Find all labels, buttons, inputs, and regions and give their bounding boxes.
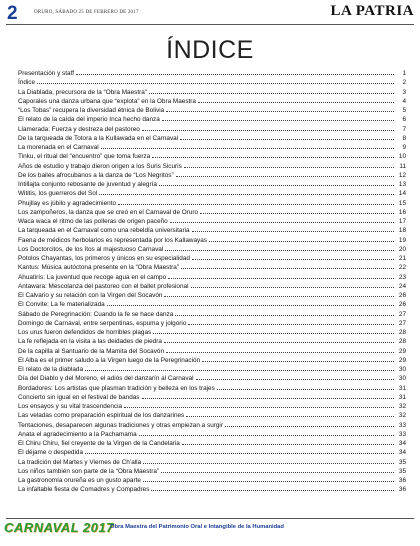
toc-entry xyxy=(18,179,406,188)
toc-entry-title: La infaltable fiesta de Comadres y Compadres xyxy=(18,486,150,494)
dot-leader xyxy=(165,244,394,251)
dot-leader xyxy=(188,318,394,325)
dot-leader xyxy=(143,457,394,464)
dot-leader xyxy=(196,373,395,380)
toc-entry-title: El relato de la caída del imperio Inca hecho danza xyxy=(18,116,160,124)
dot-leader xyxy=(170,216,394,223)
toc-entry-page: 27 xyxy=(398,319,406,327)
toc-entry xyxy=(18,253,406,262)
toc-entry xyxy=(18,207,406,216)
toc-entry-title: Los ensayos y su vital trascendencia xyxy=(18,403,123,410)
toc-entry-page: 6 xyxy=(402,116,406,124)
toc-entry-title: Años de estudio y trabajo dieron origen a los Suris Sicuris xyxy=(18,162,182,170)
dot-leader xyxy=(142,124,394,131)
dot-leader xyxy=(202,355,394,362)
toc-entry-page: 2 xyxy=(402,79,406,87)
toc-entry-page: 14 xyxy=(398,190,406,198)
toc-entry-page: 17 xyxy=(398,218,406,225)
dot-leader xyxy=(182,438,394,445)
toc-entry xyxy=(18,262,406,271)
toc-entry xyxy=(18,105,406,114)
newspaper-masthead: LA PATRIA xyxy=(330,3,414,19)
toc-entry xyxy=(18,225,406,234)
toc-entry-title: La morenada en el Carnaval xyxy=(18,144,99,151)
toc-entry-title: Índice xyxy=(18,79,36,87)
toc-entry-page: 19 xyxy=(398,236,406,244)
toc-entry-title: Wititis, los guerreros del Sol xyxy=(18,190,98,198)
toc-entry-title: El Alba es el primer saludo a la Virgen luego de la Peregrinación xyxy=(18,356,201,364)
toc-entry-page: 30 xyxy=(398,366,406,373)
dot-leader xyxy=(200,207,394,214)
toc-entry-title: El Calvario y su relación con la Virgen del Socavón xyxy=(18,292,163,299)
toc-entry xyxy=(18,466,406,475)
toc-entry-title: Intillajta conjunto rebosante de juventud y alegría xyxy=(18,181,157,188)
toc-entry xyxy=(18,346,406,355)
dot-leader xyxy=(198,96,394,103)
toc-entry-page: 4 xyxy=(402,97,406,105)
toc-entry-page: 30 xyxy=(398,375,406,383)
toc-entry-page: 29 xyxy=(398,347,406,355)
dot-leader xyxy=(164,336,394,343)
toc-entry-page: 28 xyxy=(398,329,406,336)
toc-entry-page: 3 xyxy=(402,88,406,96)
toc-entry-title: Los zampoñeros, la danza que se creó en el Carnaval de Oruro xyxy=(18,208,199,216)
toc-entry-title: El Convite: La fe materializada xyxy=(18,301,105,309)
toc-entry-title: Faena de médicos herbolarios es representada por los Kallawayas xyxy=(18,236,207,244)
toc-entry-title: Concierto sin igual en el festival de bandas xyxy=(18,393,140,401)
toc-entry-title: De los bailes afrocubanos a la danza de “Los Negritos” xyxy=(18,171,174,179)
toc-entry-page: 33 xyxy=(398,421,406,429)
toc-entry-page: 34 xyxy=(398,449,406,457)
toc-entry xyxy=(18,281,406,290)
dot-leader xyxy=(159,179,394,186)
toc-entry-page: 26 xyxy=(398,292,406,299)
toc-entry xyxy=(18,484,406,493)
dot-leader xyxy=(161,466,394,473)
toc-entry-page: 33 xyxy=(398,430,406,438)
dot-leader xyxy=(101,142,394,149)
toc-entry-page: 36 xyxy=(398,477,406,484)
toc-entry xyxy=(18,318,406,327)
toc-entry-page: 8 xyxy=(402,134,406,142)
toc-entry xyxy=(18,290,406,299)
toc-entry-title: Ahuatirís: La juventud que recoge agua en el campo xyxy=(18,273,167,281)
toc-entry-title: Llamerada: Fuerza y destreza del pastoreo xyxy=(18,125,140,133)
toc-entry-title: La fe reflejada en la visita a las deidades de piedra xyxy=(18,338,162,346)
toc-entry-title: Los urus fueron defendidos de horribles plagas xyxy=(18,329,152,336)
page-number: 2 xyxy=(7,3,18,24)
toc-entry-page: 29 xyxy=(398,356,406,364)
toc-entry xyxy=(18,429,406,438)
header-divider xyxy=(6,24,414,25)
dot-leader xyxy=(191,281,394,288)
toc-entry xyxy=(18,170,406,179)
dot-leader xyxy=(85,447,394,454)
dot-leader xyxy=(153,327,394,334)
toc-entry-page: 31 xyxy=(398,384,406,392)
dot-leader xyxy=(118,198,394,205)
toc-entry-page: 23 xyxy=(398,273,406,281)
toc-entry-page: 22 xyxy=(398,264,406,272)
dot-leader xyxy=(107,299,394,306)
toc-entry xyxy=(18,244,406,253)
toc-entry-title: El déjame o despedida xyxy=(18,449,84,457)
toc-entry-title: Bordadores: Los artistas que plasman tradición y belleza en los trajes xyxy=(18,384,215,392)
dot-leader xyxy=(142,392,395,399)
toc-entry-title: Tinku, el ritual del “encuentro” que toma fuerza xyxy=(18,153,151,161)
dot-leader xyxy=(166,105,394,112)
toc-entry-title: Día del Diablo y del Moreno, el adiós del danzarín al Carnaval xyxy=(18,375,194,383)
toc-entry-title: Anata el agradecimiento a la Pachamama xyxy=(18,430,137,438)
toc-entry xyxy=(18,336,406,345)
dot-leader xyxy=(168,272,394,279)
dot-leader xyxy=(139,429,394,436)
toc-entry-page: 27 xyxy=(398,310,406,318)
toc-entry-title: Presentación y staff xyxy=(18,70,75,77)
dot-leader xyxy=(209,235,394,242)
toc-entry-title: Antawara: Mescolanza del pastoreo con el ballet profesional xyxy=(18,282,189,290)
toc-entry xyxy=(18,124,406,133)
toc-entry-title: Phujllay es júbilo y agradecimiento xyxy=(18,199,117,207)
toc-entry-title: De la tarqueada de Totora a la Kullawada en el Carnaval xyxy=(18,134,179,142)
dot-leader xyxy=(181,262,394,269)
toc-entry-page: 18 xyxy=(398,227,406,235)
toc-entry-page: 24 xyxy=(398,282,406,290)
dot-leader xyxy=(225,420,394,427)
toc-entry-page: 36 xyxy=(398,486,406,494)
toc-entry-title: El relato de la diablada xyxy=(18,366,84,373)
toc-entry-page: 5 xyxy=(402,107,406,114)
toc-entry-title: La gastronomía orureña es un gusto aparte xyxy=(18,477,141,484)
toc-entry-title: La Diablada, precursora de la “Obra Maestra” xyxy=(18,88,147,96)
toc-entry-page: 11 xyxy=(399,162,406,170)
page-title: ÍNDICE xyxy=(166,36,254,64)
dot-leader xyxy=(151,484,394,491)
toc-entry xyxy=(18,272,406,281)
toc-entry xyxy=(18,142,406,151)
toc-entry-page: 28 xyxy=(398,338,406,346)
toc-entry-page: 16 xyxy=(398,208,406,216)
dot-leader xyxy=(143,475,394,482)
toc-entry-title: Sábado de Peregrinación: Cuando la fe se hace danza xyxy=(18,310,174,318)
dot-leader xyxy=(180,133,394,140)
toc-entry-page: 12 xyxy=(398,171,406,179)
dot-leader xyxy=(217,383,394,390)
dot-leader xyxy=(85,364,394,371)
toc-entry xyxy=(18,309,406,318)
dot-leader xyxy=(124,401,394,408)
footer-subtitle: Obra Maestra del Patrimonio Oral e Intangible de la Humanidad xyxy=(110,524,284,530)
toc-entry-title: Tentaciones, desaparecen algunas tradiciones y otras empiezan a surgir xyxy=(18,421,223,429)
table-of-contents xyxy=(18,68,406,494)
toc-entry-page: 32 xyxy=(398,412,406,420)
toc-entry xyxy=(18,457,406,466)
toc-entry xyxy=(18,87,406,96)
dot-leader xyxy=(149,87,394,94)
toc-entry xyxy=(18,188,406,197)
toc-entry xyxy=(18,161,406,170)
toc-entry-page: 26 xyxy=(398,301,406,309)
dot-leader xyxy=(152,151,394,158)
toc-entry-page: 20 xyxy=(398,245,406,253)
toc-entry-title: “Los Tobas” recupera la diversidad étnica de Bolivia xyxy=(18,107,165,114)
toc-entry-page: 9 xyxy=(402,144,406,151)
toc-entry-page: 15 xyxy=(398,199,406,207)
toc-entry-title: La tarqueada en el Carnaval como una rebeldía universitaria xyxy=(18,227,190,235)
toc-entry xyxy=(18,198,406,207)
dot-leader xyxy=(184,161,394,168)
dot-leader xyxy=(76,68,394,75)
toc-entry xyxy=(18,420,406,429)
toc-entry-title: El Chiru Chiru, fiel creyente de la Virgen de la Candelaria xyxy=(18,440,180,447)
toc-entry-page: 32 xyxy=(398,403,406,410)
toc-entry xyxy=(18,392,406,401)
toc-entry xyxy=(18,114,406,123)
header-date: ORURO, SÁBADO 25 DE FEBRERO DE 2017 xyxy=(34,10,139,15)
page-footer xyxy=(0,518,420,546)
toc-entry xyxy=(18,235,406,244)
toc-entry-title: Waca waca el ritmo de las polleras de origen paceño xyxy=(18,218,168,225)
dot-leader xyxy=(162,114,394,121)
toc-entry xyxy=(18,447,406,456)
toc-entry-title: Las veladas como preparación espiritual de los danzarines xyxy=(18,412,185,420)
toc-entry-title: De la capilla al Santuario de la Mamita del Socavón xyxy=(18,347,165,355)
toc-entry xyxy=(18,327,406,336)
toc-entry-page: 35 xyxy=(398,467,406,475)
dot-leader xyxy=(192,225,394,232)
toc-entry-page: 10 xyxy=(398,153,406,161)
toc-entry-title: Potolos Chayantas, los primeros y únicos en su especialidad xyxy=(18,255,190,262)
toc-entry xyxy=(18,383,406,392)
toc-entry-title: Caporales una danza urbana que “explota” en la Obra Maestra xyxy=(18,97,196,105)
toc-entry xyxy=(18,364,406,373)
dot-leader xyxy=(192,253,394,260)
toc-entry-title: Kantus: Música autóctona presente en la “Obra Maestra” xyxy=(18,264,179,272)
dot-leader xyxy=(99,188,394,195)
toc-entry-page: 1 xyxy=(402,70,406,77)
toc-entry-page: 7 xyxy=(402,125,406,133)
dot-leader xyxy=(186,410,394,417)
dot-leader xyxy=(37,77,394,84)
toc-entry-title: La tradición del Martes y Viernes de Ch’alla xyxy=(18,458,142,466)
toc-entry xyxy=(18,410,406,419)
toc-entry xyxy=(18,438,406,447)
toc-entry-title: Domingo de Carnaval, entre serpentinas, espuma y jolgorio xyxy=(18,319,187,327)
toc-entry xyxy=(18,216,406,225)
toc-entry xyxy=(18,133,406,142)
dot-leader xyxy=(164,290,394,297)
toc-entry-title: Los niños también son parte de la “Obra Maestra” xyxy=(18,467,160,475)
toc-entry-page: 21 xyxy=(398,255,406,262)
toc-entry xyxy=(18,355,406,364)
toc-entry xyxy=(18,373,406,382)
toc-entry-title: Los Doctorcitos, de los ítos al majestuoso Carnaval xyxy=(18,245,164,253)
toc-entry xyxy=(18,96,406,105)
page-header xyxy=(0,0,420,26)
toc-entry-page: 13 xyxy=(398,181,406,188)
toc-entry xyxy=(18,299,406,308)
dot-leader xyxy=(166,346,394,353)
toc-entry xyxy=(18,77,406,86)
toc-entry-page: 34 xyxy=(398,440,406,447)
toc-entry xyxy=(18,475,406,484)
dot-leader xyxy=(176,170,394,177)
toc-entry xyxy=(18,68,406,77)
carnaval-logo: CARNAVAL 2017 xyxy=(4,520,114,535)
dot-leader xyxy=(175,309,394,316)
toc-entry-page: 35 xyxy=(398,458,406,466)
toc-entry xyxy=(18,401,406,410)
footer-divider xyxy=(6,518,414,519)
toc-entry xyxy=(18,151,406,160)
toc-entry-page: 31 xyxy=(398,393,406,401)
